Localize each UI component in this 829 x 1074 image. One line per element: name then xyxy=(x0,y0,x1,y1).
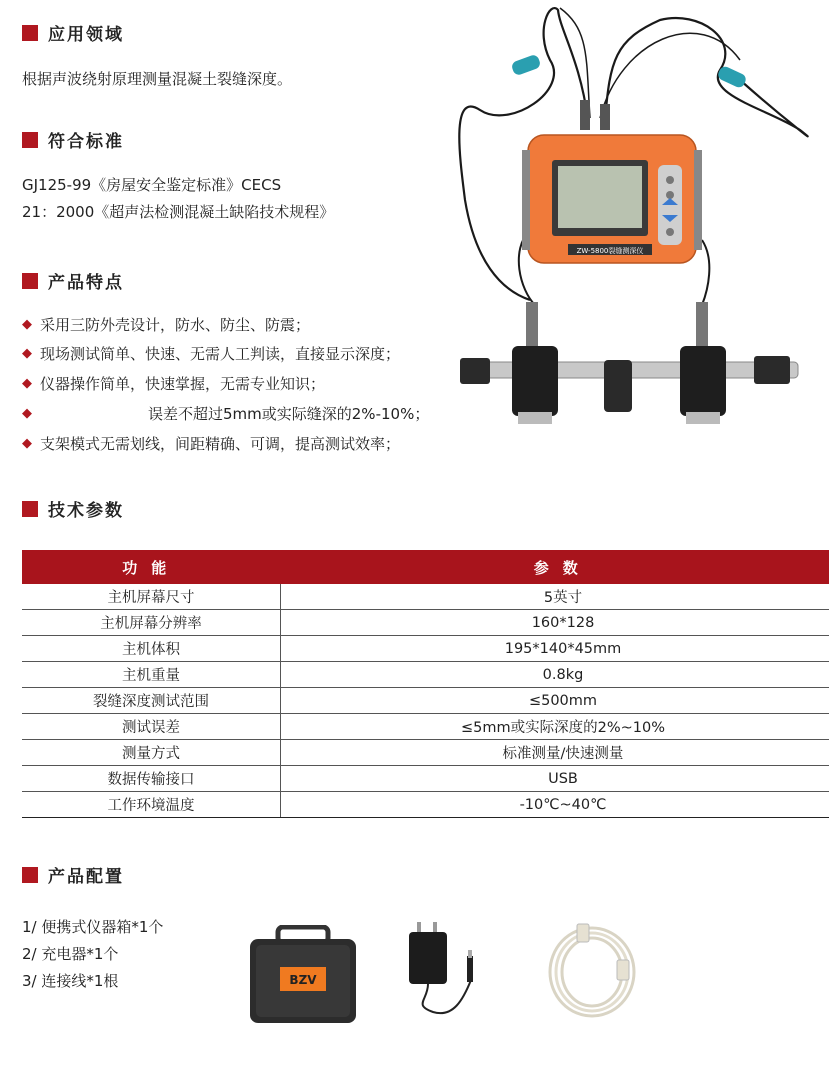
table-row xyxy=(22,740,829,766)
section-title: 产品配置 xyxy=(48,867,124,887)
spec-name: 主机重量 xyxy=(22,662,281,688)
section-title: 符合标准 xyxy=(48,132,124,152)
feature-item: ◆ 支架模式无需划线，间距精确、可调，提高测试效率； xyxy=(22,435,401,453)
device-model-label: ZW-5800裂缝测深仪 xyxy=(576,247,644,255)
spec-name: 主机屏幕分辨率 xyxy=(22,610,281,636)
table-row xyxy=(22,714,829,740)
section-header-standards xyxy=(22,127,124,152)
table-row xyxy=(22,792,829,818)
section-title: 应用领域 xyxy=(48,25,124,45)
diamond-bullet-icon: ◆ xyxy=(22,436,32,451)
table-row xyxy=(22,584,829,610)
column-header-function: 功能 xyxy=(22,550,281,584)
config-item: 3/ 连接线*1根 xyxy=(22,972,119,990)
config-item: 1/ 便携式仪器箱*1个 xyxy=(22,918,164,936)
spec-name: 测量方式 xyxy=(22,740,281,766)
table-header-row xyxy=(22,550,829,584)
diamond-bullet-icon: ◆ xyxy=(22,346,32,361)
table-row xyxy=(22,610,829,636)
standards-line-2: 21：2000《超声法检测混凝土缺陷技术规程》 xyxy=(22,203,335,221)
feature-item: ◆ 现场测试简单、快速、无需人工判读，直接显示深度； xyxy=(22,345,401,363)
usb-cable-image xyxy=(537,920,647,1025)
spec-value: 195*140*45mm xyxy=(281,636,829,662)
case-logo: BZV xyxy=(289,973,317,987)
spec-name: 工作环境温度 xyxy=(22,792,281,818)
section-header-features xyxy=(22,268,124,293)
crack-depth-tester-image xyxy=(440,0,829,440)
spec-value: 160*128 xyxy=(281,610,829,636)
spec-value: 标准测量/快速测量 xyxy=(281,740,829,766)
spec-name: 主机屏幕尺寸 xyxy=(22,584,281,610)
table-row xyxy=(22,766,829,792)
spec-table xyxy=(22,550,829,818)
section-marker xyxy=(22,867,38,883)
spec-value: 5英寸 xyxy=(281,584,829,610)
section-marker xyxy=(22,501,38,517)
column-header-parameter: 参数 xyxy=(281,550,829,584)
spec-name: 测试误差 xyxy=(22,714,281,740)
config-item: 2/ 充电器*1个 xyxy=(22,945,119,963)
section-marker xyxy=(22,273,38,289)
section-title: 技术参数 xyxy=(48,501,124,521)
spec-value: ≤500mm xyxy=(281,688,829,714)
spec-value: 0.8kg xyxy=(281,662,829,688)
spec-name: 数据传输接口 xyxy=(22,766,281,792)
standards-line-1: GJ125-99《房屋安全鉴定标准》CECS xyxy=(22,176,282,194)
charger-image xyxy=(403,920,483,1025)
feature-item: ◆ 仪器操作简单，快速掌握，无需专业知识； xyxy=(22,375,326,393)
spec-value: USB xyxy=(281,766,829,792)
section-marker xyxy=(22,25,38,41)
table-row xyxy=(22,636,829,662)
diamond-bullet-icon: ◆ xyxy=(22,317,32,332)
section-title: 产品特点 xyxy=(48,273,124,293)
carrying-case-image xyxy=(248,925,358,1025)
diamond-bullet-icon: ◆ xyxy=(22,376,32,391)
feature-item: ◆ 误差不超过5mm或实际缝深的2%-10%； xyxy=(22,405,430,423)
section-marker xyxy=(22,132,38,148)
feature-item: ◆ 采用三防外壳设计，防水、防尘、防震； xyxy=(22,316,311,334)
section-header-application xyxy=(22,20,124,45)
spec-name: 裂缝深度测试范围 xyxy=(22,688,281,714)
section-header-config xyxy=(22,862,124,887)
table-row xyxy=(22,662,829,688)
spec-value: ≤5mm或实际深度的2%~10% xyxy=(281,714,829,740)
section-header-specs xyxy=(22,496,124,521)
spec-value: -10℃~40℃ xyxy=(281,792,829,818)
table-row xyxy=(22,688,829,714)
spec-name: 主机体积 xyxy=(22,636,281,662)
diamond-bullet-icon: ◆ xyxy=(22,406,32,421)
application-text: 根据声波绕射原理测量混凝土裂缝深度。 xyxy=(22,70,293,88)
